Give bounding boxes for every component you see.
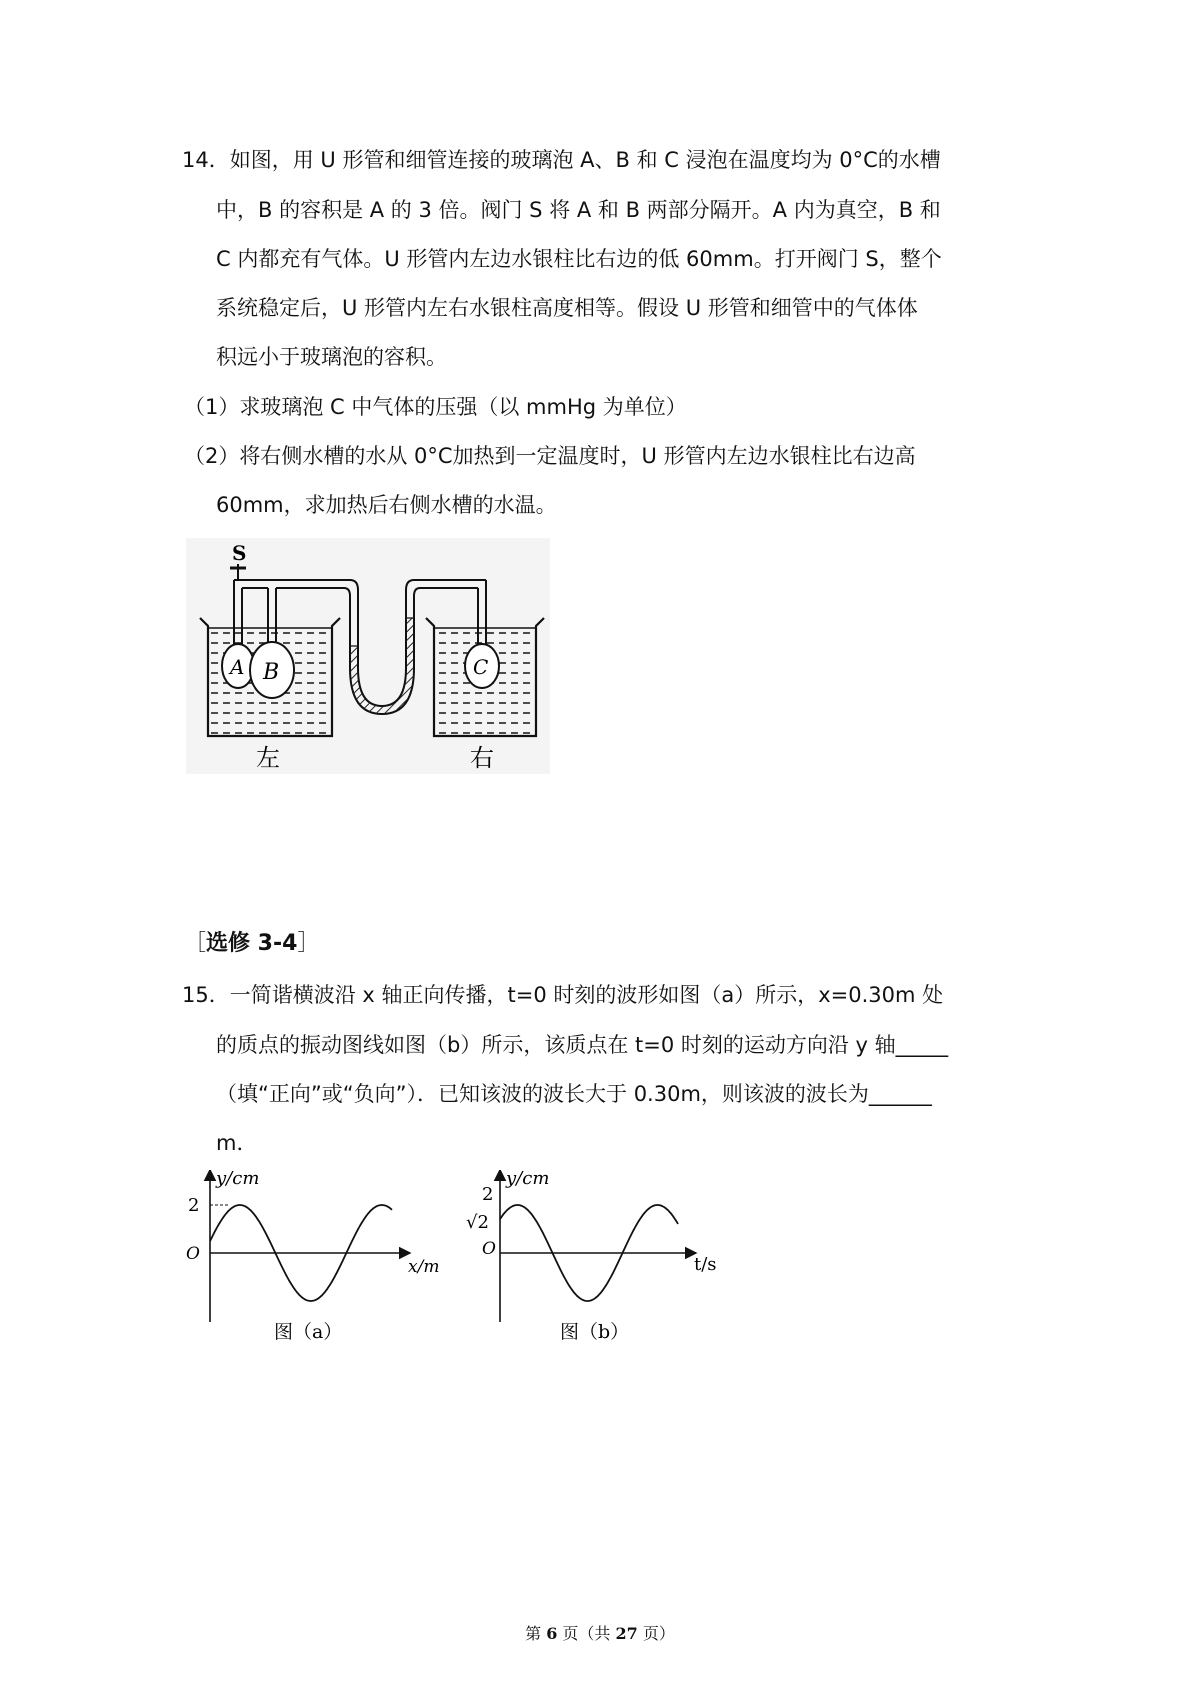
valve-s bbox=[230, 541, 246, 580]
bulb-c bbox=[465, 644, 499, 688]
graph-a bbox=[186, 1170, 439, 1343]
footer-total-pages: 27 bbox=[615, 1624, 638, 1643]
graph-b-tick-y-top: 2 bbox=[482, 1184, 494, 1205]
bulb-a-label: A bbox=[230, 655, 245, 679]
apparatus-svg bbox=[186, 538, 550, 774]
q14-line-1: 14．如图，用 U 形管和细管连接的玻璃泡 A、B 和 C 浸泡在温度均为 0°C的水槽 bbox=[182, 148, 941, 172]
q14-line-4: 系统稳定后，U 形管内左右水银柱高度相等。假设 U 形管和细管中的气体体 bbox=[216, 296, 918, 320]
q14-part-2-line-2: 60mm，求加热后右侧水槽的水温。 bbox=[216, 493, 557, 517]
section-title: 选修 3-4 bbox=[206, 931, 298, 956]
bulb-b bbox=[250, 642, 294, 698]
q15-line-1: 15．一简谐横波沿 x 轴正向传播，t=0 时刻的波形如图（a）所示，x=0.30m 处 bbox=[182, 983, 944, 1007]
graph-a-origin: O bbox=[186, 1244, 200, 1264]
q14-part-2-line-1: （2）将右侧水槽的水从 0°C加热到一定温度时，U 形管内左边水银柱比右边高 bbox=[184, 444, 916, 468]
section-bracket-open: ［ bbox=[184, 931, 207, 956]
left-label: 左 bbox=[256, 744, 280, 772]
graph-a-tick-y: 2 bbox=[188, 1195, 200, 1216]
graph-b-ylabel: y/cm bbox=[506, 1170, 550, 1189]
q14-line-2: 中，B 的容积是 A 的 3 倍。阀门 S 将 A 和 B 两部分隔开。A 内为真空，B 和 bbox=[216, 198, 941, 222]
graph-a-ylabel: y/cm bbox=[216, 1170, 260, 1189]
footer-middle: 页（共 bbox=[557, 1624, 616, 1643]
q14-part-1: （1）求玻璃泡 C 中气体的压强（以 mmHg 为单位） bbox=[184, 395, 687, 419]
valve-label: S bbox=[232, 541, 247, 565]
footer-suffix: 页） bbox=[637, 1624, 675, 1643]
graph-b-origin: O bbox=[482, 1239, 496, 1259]
section-bracket-close: ］ bbox=[297, 931, 320, 956]
q15-line-4: m． bbox=[216, 1131, 258, 1155]
mercury-column bbox=[350, 618, 414, 714]
section-heading bbox=[184, 930, 319, 958]
q14-line-3: C 内都充有气体。U 形管内左边水银柱比右边的低 60mm。打开阀门 S，整个 bbox=[216, 247, 942, 271]
page-footer bbox=[0, 1621, 1200, 1644]
bulb-c-label: C bbox=[473, 655, 489, 679]
graph-b-tick-y-sqrt: √2 bbox=[466, 1212, 489, 1233]
footer-page-number: 6 bbox=[546, 1624, 558, 1643]
graph-a-xlabel: x/m bbox=[408, 1257, 440, 1277]
wave-graphs-svg bbox=[186, 1170, 786, 1360]
q14-line-5: 积远小于玻璃泡的容积。 bbox=[216, 345, 447, 369]
graph-a-caption: 图（a） bbox=[274, 1321, 343, 1343]
q14-apparatus-figure bbox=[186, 538, 550, 774]
graph-b bbox=[466, 1170, 717, 1343]
bulb-b-label: B bbox=[263, 660, 280, 685]
q15-line-2: 的质点的振动图线如图（b）所示，该质点在 t=0 时刻的运动方向沿 y 轴_____ bbox=[216, 1033, 949, 1057]
graph-b-caption: 图（b） bbox=[560, 1321, 630, 1343]
q15-line-3: （填“正向”或“负向”）．已知该波的波长大于 0.30m，则该波的波长为______ bbox=[216, 1082, 932, 1106]
right-label: 右 bbox=[470, 744, 494, 772]
footer-prefix: 第 bbox=[525, 1624, 547, 1643]
graph-b-xlabel: t/s bbox=[694, 1254, 717, 1275]
q15-figures bbox=[186, 1170, 786, 1360]
